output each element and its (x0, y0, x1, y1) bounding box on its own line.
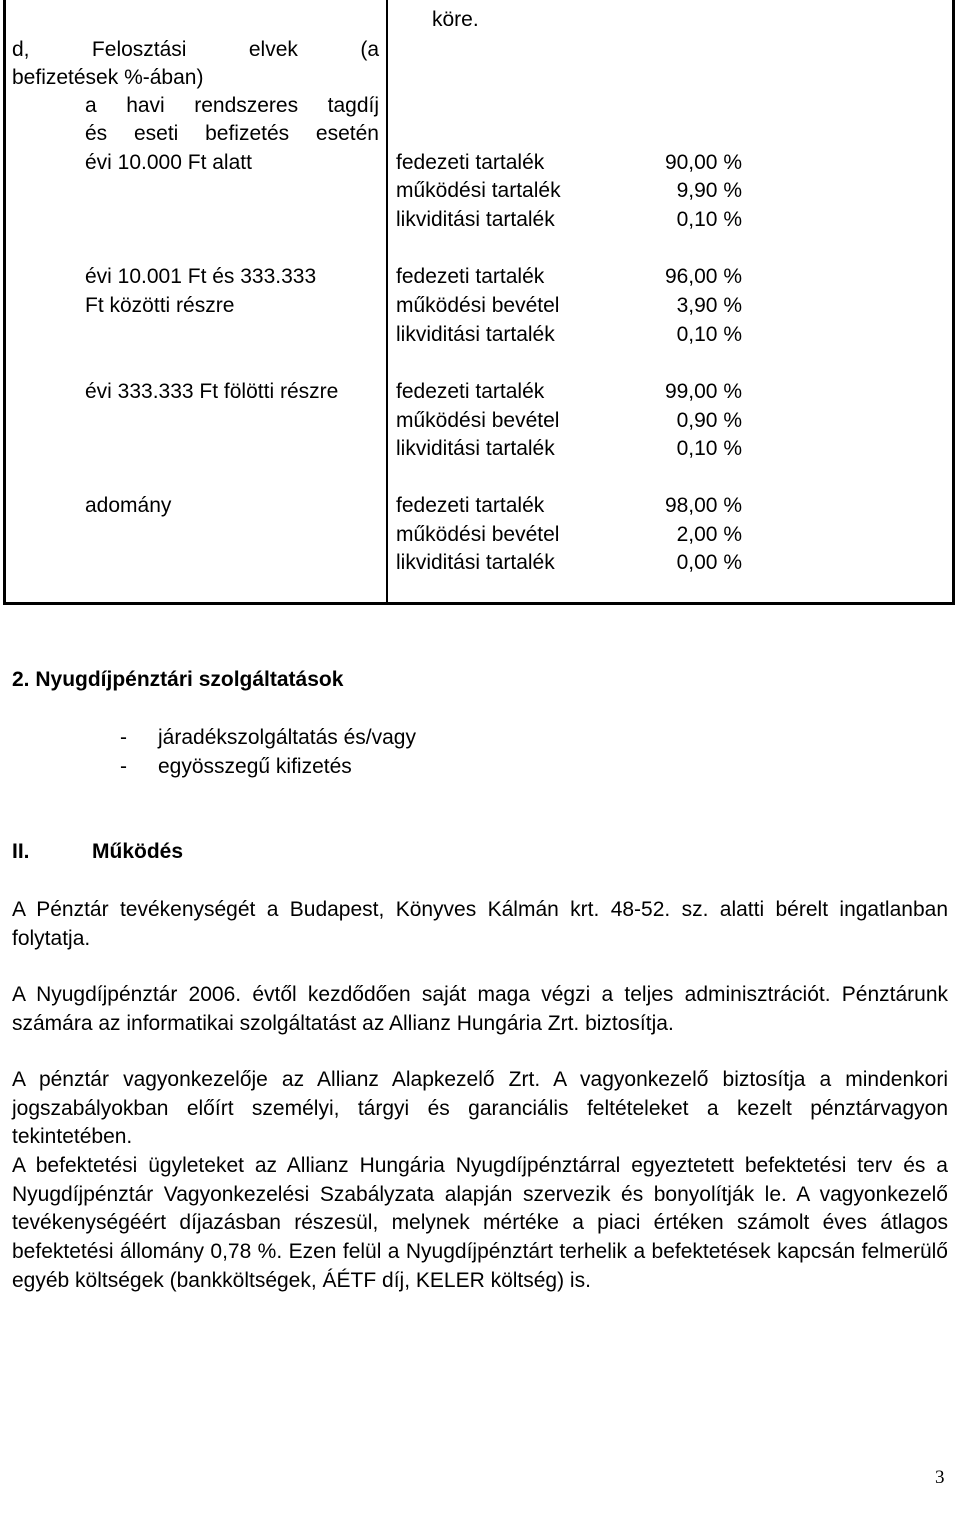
row-value: 0,00 % (676, 551, 742, 574)
table-column-divider (386, 0, 388, 605)
row-value: 0,10 % (676, 208, 742, 231)
group-label: Ft közötti részre (85, 294, 235, 317)
row-name: működési bevétel (396, 523, 560, 546)
row-name: likviditási tartalék (396, 551, 555, 574)
heading-line: d, Felosztási elvek (a (12, 38, 379, 61)
row-value: 9,90 % (676, 179, 742, 202)
row-value: 90,00 % (664, 151, 742, 174)
bullet-dash: - (120, 726, 127, 749)
row-name: fedezeti tartalék (396, 151, 545, 174)
row-value: 96,00 % (664, 265, 742, 288)
section-heading: 2. Nyugdíjpénztári szolgáltatások (12, 668, 344, 691)
row-value: 2,00 % (676, 523, 742, 546)
section-number: II. (12, 840, 30, 863)
row-name: likviditási tartalék (396, 437, 555, 460)
group-label: adomány (85, 494, 172, 517)
section-title: Működés (92, 840, 184, 863)
row-name: működési bevétel (396, 409, 560, 432)
bullet-item: járadékszolgáltatás és/vagy (158, 726, 416, 749)
group-label: évi 10.001 Ft és 333.333 (85, 265, 317, 288)
row-value: 0,10 % (676, 323, 742, 346)
group-label: évi 333.333 Ft fölötti részre (85, 380, 339, 403)
row-name: fedezeti tartalék (396, 494, 545, 517)
heading-line: és eseti befizetés esetén (85, 122, 379, 145)
heading-line: befizetések %-ában) (12, 66, 204, 89)
row-name: működési tartalék (396, 179, 561, 202)
row-value: 0,10 % (676, 437, 742, 460)
row-name: fedezeti tartalék (396, 265, 545, 288)
row-value: 0,90 % (676, 409, 742, 432)
row-name: fedezeti tartalék (396, 380, 545, 403)
page-number: 3 (935, 1467, 945, 1488)
row-value: 99,00 % (664, 380, 742, 403)
row-name: működési bevétel (396, 294, 560, 317)
row-value: 3,90 % (676, 294, 742, 317)
row-name: likviditási tartalék (396, 323, 555, 346)
bullet-dash: - (120, 755, 127, 778)
row-value: 98,00 % (664, 494, 742, 517)
row-name: likviditási tartalék (396, 208, 555, 231)
paragraph: A befektetési ügyleteket az Allianz Hungária Nyugdíjpénztárral egyeztetett befektetési terv és a Nyugdíjpénztár Vagyonkezelési Szabályzata alapján szervezik és bonyolítják le. A vagyonkezelő tevékenységéért díjazásban részesül, melynek mértéke a piaci értéken számolt éves átlagos befektetési állomány 0,78 %. Ezen felül a Nyugdíjpénztárt terhelik a befektetések kapcsán felmerülő egyéb költségek (bankköltségek, ÁÉTF díj, KELER költség) is. (12, 1154, 948, 1292)
paragraph: A pénztár vagyonkezelője az Allianz Alapkezelő Zrt. A vagyonkezelő biztosítja a mindenkori jogszabályokban előírt személyi, tárgyi és garanciális feltételeket a kezelt pénztárvagyon tekintetében. (12, 1068, 948, 1149)
bullet-item: egyösszegű kifizetés (158, 755, 352, 778)
table-top-note: köre. (432, 8, 479, 31)
group-label: évi 10.000 Ft alatt (85, 151, 252, 174)
paragraph: A Pénztár tevékenységét a Budapest, Könyves Kálmán krt. 48-52. sz. alatti bérelt ingatlanban folytatja. (12, 898, 948, 950)
paragraph: A Nyugdíjpénztár 2006. évtől kezdődően saját maga végzi a teljes adminisztrációt. Pénztárunk számára az informatikai szolgáltatást az Allianz Hungária Zrt. biztosítja. (12, 983, 948, 1035)
heading-line: a havi rendszeres tagdíj (85, 94, 379, 117)
